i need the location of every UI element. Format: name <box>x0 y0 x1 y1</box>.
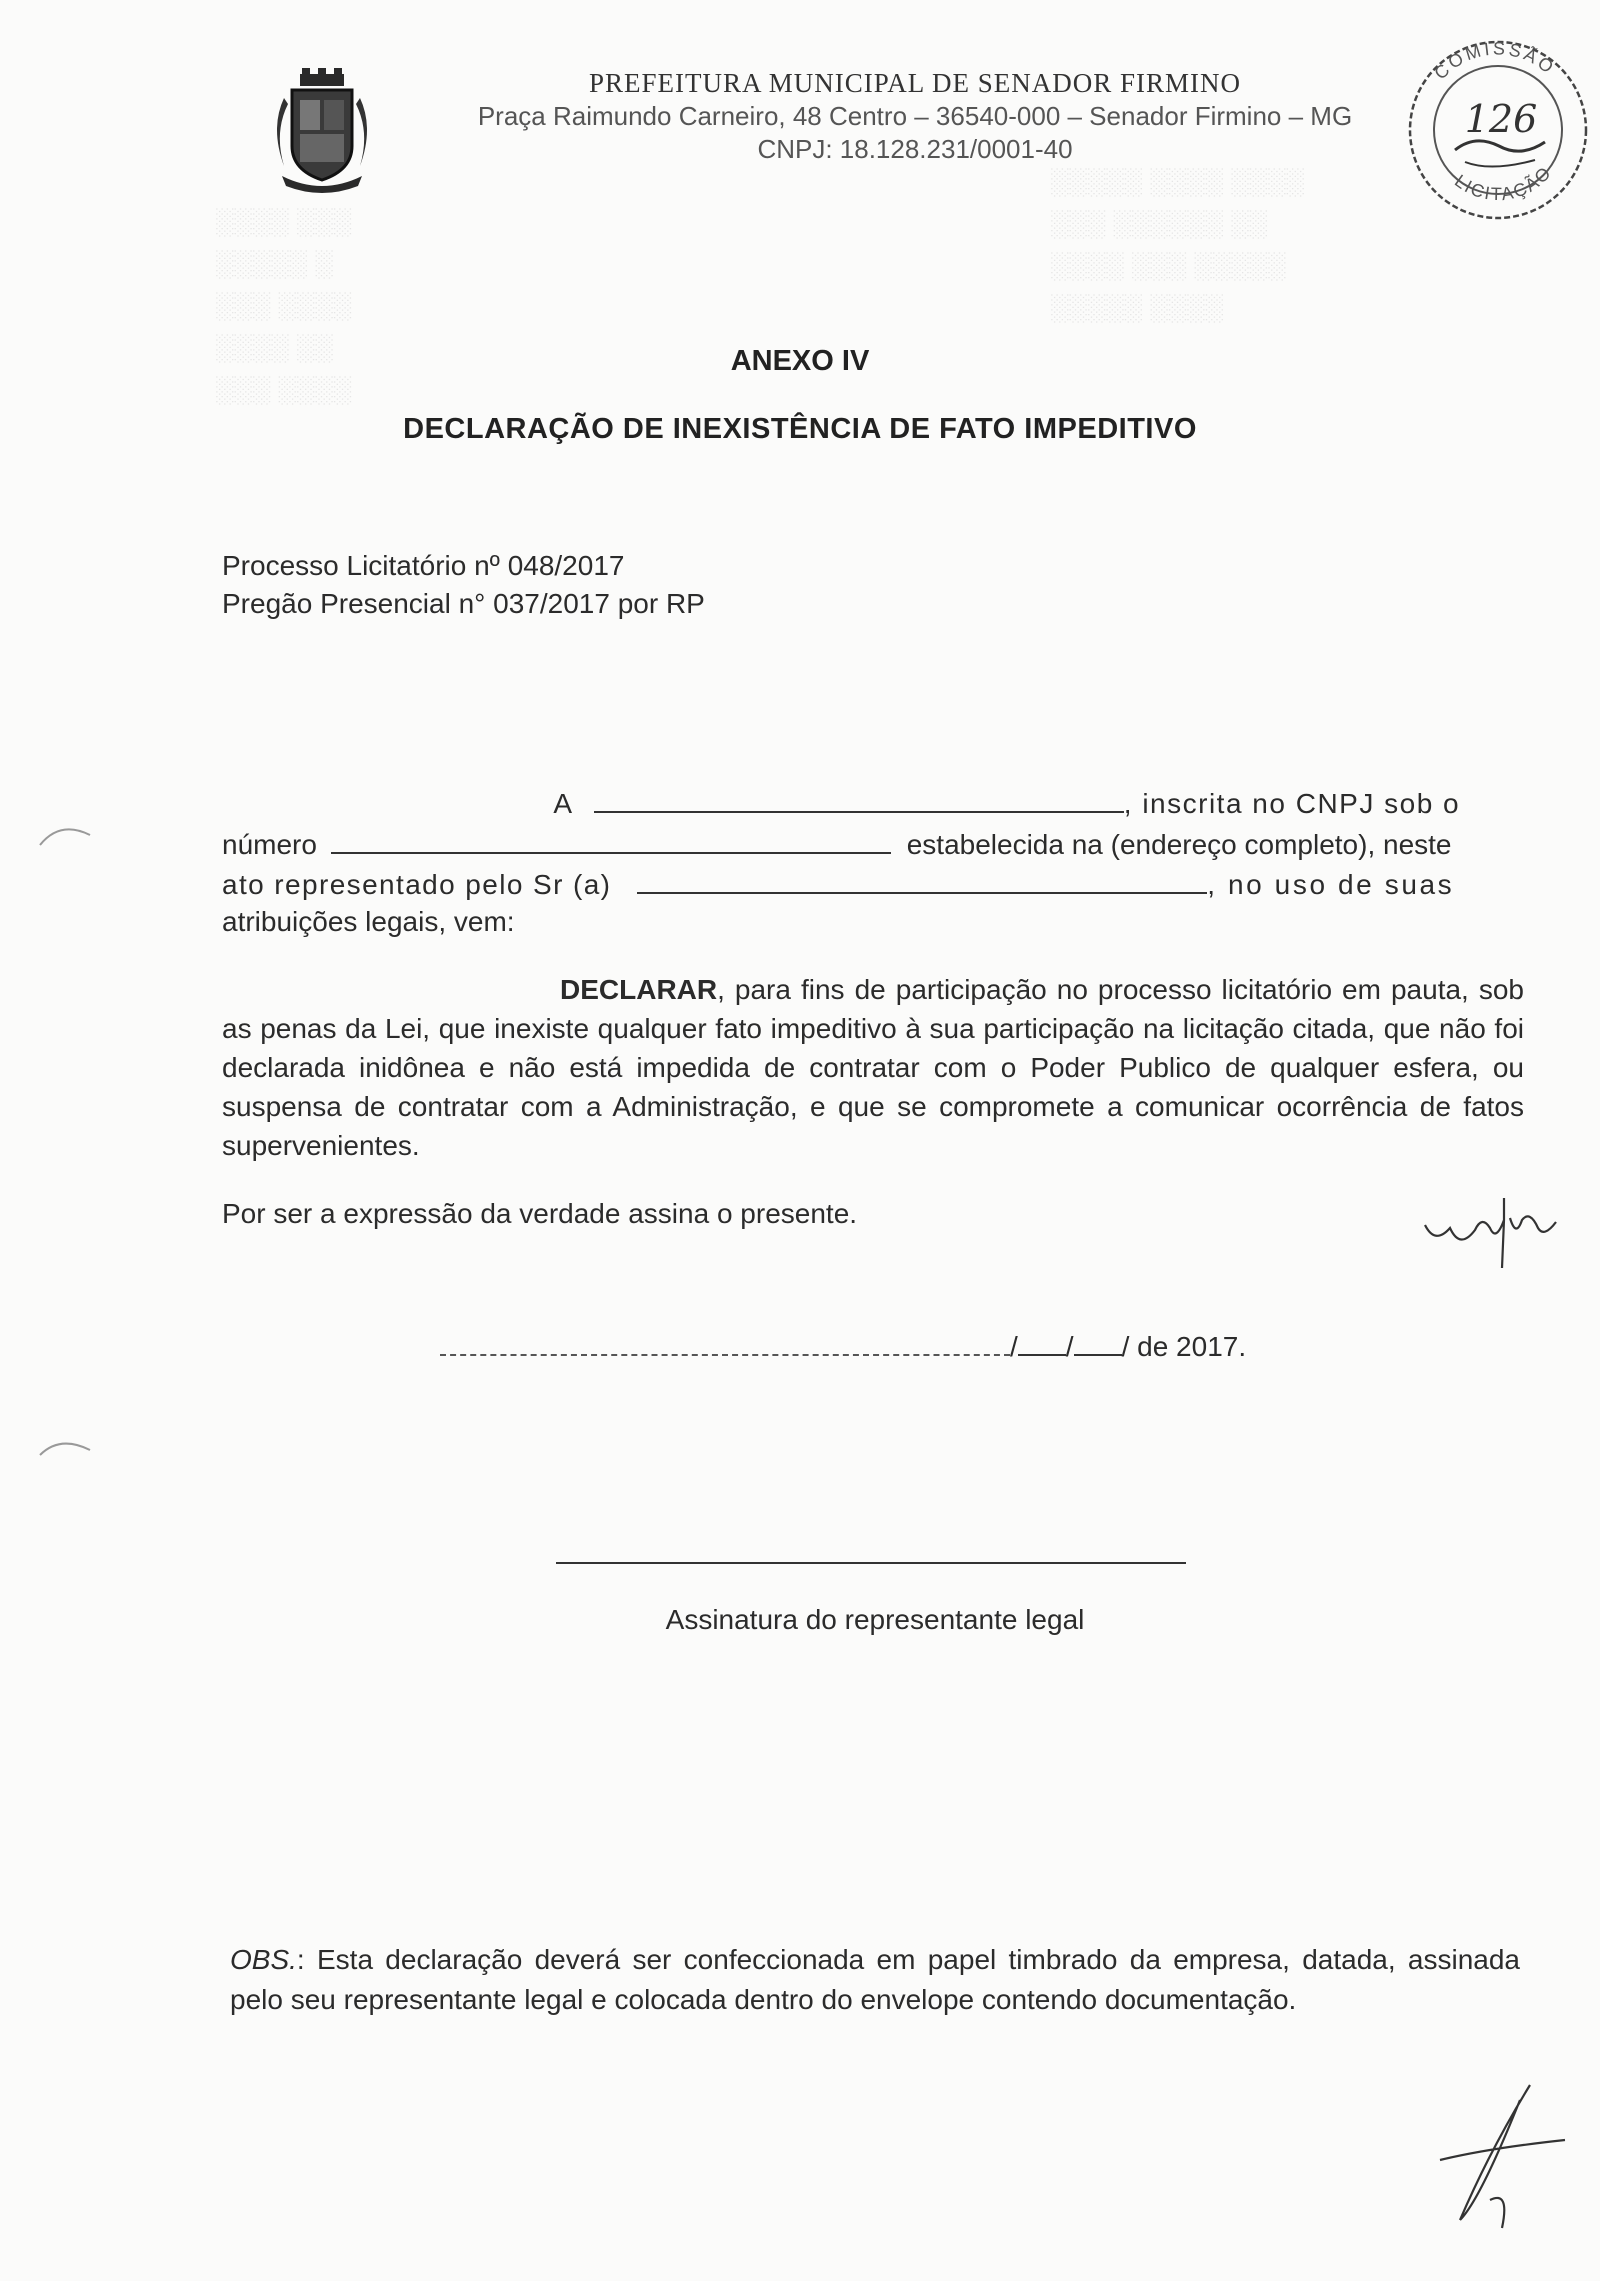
handwritten-initials-icon <box>1420 1190 1560 1270</box>
svg-text:LICITAÇÃO <box>1451 162 1556 204</box>
numero-label: número <box>222 829 317 860</box>
obs-label: OBS. <box>230 1944 297 1975</box>
attributions-text: atribuições legais, vem: <box>222 906 515 937</box>
bleed-through-left: ░░░░ ░░░ ░░░░░ ░ ░░░ ░░░░ ░░░░ ░░ ░░░ ░░░░ <box>215 206 352 404</box>
declarar-keyword: DECLARAR <box>560 974 718 1005</box>
declaration-body: , para fins de participação no processo licitatório em pauta, sob as penas da Lei, que inexiste qualquer fato impeditivo à sua participação na licitação citada, que não foi declarada inidônea e não está impedida de contratar com o Poder Publico de qualquer esfera, ou suspensa de contratar com a Administração, e que se compromete a comunicar ocorrência de fatos supervenientes. <box>222 974 1524 1161</box>
date-line <box>440 1331 1246 1363</box>
municipality-name: PREFEITURA MUNICIPAL DE SENADOR FIRMINO <box>588 68 1242 98</box>
company-line <box>222 785 1522 820</box>
auction-number: Pregão Presencial n° 037/2017 por RP <box>222 588 705 619</box>
cnpj-number-field[interactable] <box>331 826 891 854</box>
city-field[interactable] <box>440 1332 1010 1356</box>
date-separator: / <box>1065 1331 1074 1362</box>
stamp-top-text: COMISSÃO <box>1430 38 1560 84</box>
company-name-field[interactable] <box>594 785 1124 813</box>
address-text: estabelecida na (endereço completo), neste <box>906 829 1452 860</box>
year-suffix: / de 2017. <box>1121 1331 1247 1362</box>
representative-name-field[interactable] <box>637 866 1207 894</box>
observation-note <box>230 1940 1520 2020</box>
rubric-signature-icon <box>1420 2080 1570 2230</box>
municipality-address: Praça Raimundo Carneiro, 48 Centro – 36540-000 – Senador Firmino – MG <box>477 101 1353 131</box>
month-field[interactable] <box>1074 1332 1122 1356</box>
declaration-paragraph <box>222 970 1524 1165</box>
process-info <box>222 547 705 623</box>
declaration-title: DECLARAÇÃO DE INEXISTÊNCIA DE FATO IMPEDITIVO <box>403 413 1197 445</box>
a-label: A <box>553 788 572 819</box>
municipal-crest-icon <box>262 68 382 196</box>
paper-crease-mark <box>35 1430 95 1470</box>
bleed-through-right: ░░░░░ ░░░░ ░░░░ ░░░ ░░░░░░ ░░ ░░░░ ░░░ ░░░░░ ░░░░░ ░░░░ <box>1050 166 1304 322</box>
obs-text: : Esta declaração deverá ser confeccionada em papel timbrado da empresa, datada, assinada pelo seu representante legal e colocada dentro do envelope contendo documentação. <box>230 1944 1520 2015</box>
number-line <box>222 826 1522 861</box>
representative-line <box>222 866 1522 901</box>
paper-crease-mark <box>35 815 95 855</box>
representative-label: ato representado pelo Sr (a) <box>222 869 612 900</box>
signature-line[interactable] <box>556 1562 1186 1564</box>
day-field[interactable] <box>1018 1332 1066 1356</box>
letterhead <box>420 66 1410 166</box>
stamp-bottom-text: LICITAÇÃO <box>1451 161 1556 205</box>
signature-label: Assinatura do representante legal <box>665 1604 1085 1635</box>
stamp-page-number: 126 <box>1464 97 1538 141</box>
commission-stamp-icon <box>1395 22 1600 232</box>
powers-text: , no uso de suas <box>1207 869 1455 900</box>
process-number: Processo Licitatório nº 048/2017 <box>222 550 625 581</box>
date-separator: / <box>1010 1331 1018 1362</box>
attributions-line <box>222 906 1522 938</box>
cnpj-text: , inscrita no CNPJ sob o <box>1123 788 1461 819</box>
closing-statement: Por ser a expressão da verdade assina o presente. <box>222 1198 858 1229</box>
svg-text:COMISSÃO <box>1430 38 1559 83</box>
annex-title: ANEXO IV <box>730 345 870 377</box>
municipality-cnpj: CNPJ: 18.128.231/0001-40 <box>757 134 1073 164</box>
